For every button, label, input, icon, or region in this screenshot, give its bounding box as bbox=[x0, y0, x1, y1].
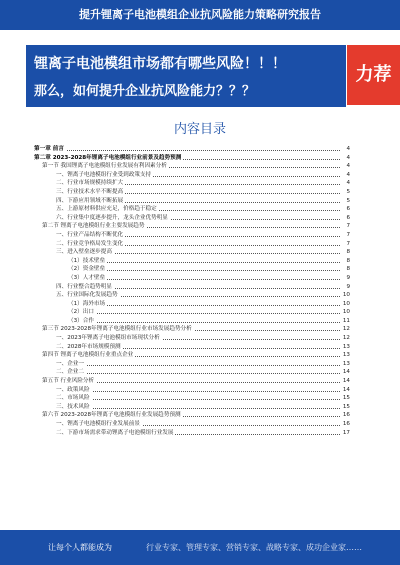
toc-entry-label: 二、下游市场需求带动锂离子电池模组行业发展 bbox=[56, 429, 174, 436]
toc-entry-page: 14 bbox=[342, 378, 350, 385]
toc-entry[interactable] bbox=[34, 360, 350, 369]
toc-entry[interactable] bbox=[34, 283, 350, 292]
toc-entry-page: 7 bbox=[346, 223, 350, 230]
toc-entry-page: 10 bbox=[342, 309, 350, 316]
toc-entry-label: 六、行业集中度逐步提升，龙头企业优势明显 bbox=[56, 214, 168, 221]
toc-entry[interactable] bbox=[34, 248, 350, 257]
toc-dot-leader bbox=[68, 313, 340, 314]
toc-entry-label: 第三节 2023-2028年锂离子电池模组行业市场发展趋势分析 bbox=[42, 326, 192, 333]
toc-entry[interactable] bbox=[34, 377, 350, 386]
toc-entry-page: 8 bbox=[346, 257, 350, 264]
toc-entry-label: 五、上游原材料供应充足，价格趋于稳定 bbox=[56, 206, 157, 213]
toc-entry-label: 二、2028年市场规模预测 bbox=[56, 343, 121, 350]
toc-entry[interactable] bbox=[34, 325, 350, 334]
toc-entry[interactable] bbox=[34, 308, 350, 317]
toc-entry[interactable] bbox=[34, 386, 350, 395]
toc-entry-page: 5 bbox=[346, 197, 350, 204]
toc-dot-leader bbox=[56, 399, 340, 400]
toc-dot-leader bbox=[56, 373, 340, 374]
toc-entry[interactable] bbox=[34, 222, 350, 231]
toc-entry-page: 7 bbox=[346, 240, 350, 247]
toc-entry-label: （3）合作 bbox=[68, 317, 94, 324]
toc-dot-leader bbox=[68, 305, 340, 306]
toc-entry-label: 三、行业技术水平不断提高 bbox=[56, 188, 124, 195]
toc-entry[interactable] bbox=[34, 274, 350, 283]
toc-entry-label: 第五节 行业风险分析 bbox=[42, 378, 95, 385]
toc-entry-label: 二、行业市场规模持续扩大 bbox=[56, 180, 124, 187]
toc-entry-label: （2）资金壁垒 bbox=[68, 266, 106, 273]
toc-dot-leader bbox=[68, 322, 340, 323]
headline-banner bbox=[26, 45, 346, 107]
toc-entry-label: 第六节 2023-2028年锂离子电池模组行业发展趋势预测 bbox=[42, 412, 181, 419]
toc-dot-leader bbox=[56, 408, 340, 409]
toc-entry-label: 一、锂离子电池模组行业受到政策支持 bbox=[56, 171, 152, 178]
toc-entry-page: 15 bbox=[342, 403, 350, 410]
footer-bar bbox=[0, 530, 400, 565]
toc-entry-page: 10 bbox=[342, 292, 350, 299]
footer-roles: 行业专家、管理专家、营销专家、战略专家、成功企业家…… bbox=[146, 543, 362, 552]
toc-entry-page: 5 bbox=[346, 188, 350, 195]
toc-dot-leader bbox=[68, 270, 340, 271]
toc-entry-page: 14 bbox=[342, 386, 350, 393]
report-title: 提升锂离子电池模组企业抗风险能力策略研究报告 bbox=[79, 8, 321, 21]
toc-entry[interactable] bbox=[34, 162, 350, 171]
toc-entry-page: 4 bbox=[346, 180, 350, 187]
toc-entry-label: 二、企业二 bbox=[56, 369, 84, 376]
toc-entry[interactable] bbox=[34, 145, 350, 154]
toc-entry[interactable] bbox=[34, 403, 350, 412]
toc-entry-label: 第一节 我国锂离子电池模组行业发展有利因素分析 bbox=[42, 163, 167, 170]
toc-entry-page: 9 bbox=[346, 274, 350, 281]
toc-entry[interactable] bbox=[34, 351, 350, 360]
toc-entry-page: 8 bbox=[346, 266, 350, 273]
toc-entry-page: 4 bbox=[346, 163, 350, 170]
toc-entry-label: 第二章 2023-2028年锂离子电池模组行业前景及趋势预测 bbox=[34, 154, 182, 161]
toc-entry[interactable] bbox=[34, 411, 350, 420]
toc-dot-leader bbox=[56, 365, 340, 366]
toc-entry-label: 四、下游应用领域不断拓展 bbox=[56, 197, 124, 204]
toc-dot-leader bbox=[34, 150, 340, 151]
toc-entry[interactable] bbox=[34, 179, 350, 188]
toc-dot-leader bbox=[68, 262, 340, 263]
toc-entry-page: 4 bbox=[346, 154, 350, 161]
toc-entry[interactable] bbox=[34, 154, 350, 163]
toc-entry[interactable] bbox=[34, 265, 350, 274]
toc-entry[interactable] bbox=[34, 334, 350, 343]
footer-slogan: 让每个人都能成为 bbox=[48, 543, 112, 552]
toc-entry[interactable] bbox=[34, 214, 350, 223]
toc-entry-label: 三、进入壁垒逐步提高 bbox=[56, 249, 112, 256]
toc-entry-label: 一、锂离子电池模组行业发展前景 bbox=[56, 421, 140, 427]
table-of-contents bbox=[34, 145, 350, 437]
toc-entry-page: 8 bbox=[346, 249, 350, 256]
toc-entry-label: 二、市场风险 bbox=[56, 395, 90, 402]
toc-entry[interactable] bbox=[34, 291, 350, 300]
toc-entry[interactable] bbox=[34, 429, 350, 438]
toc-entry-label: 二、行业竞争格局发生变化 bbox=[56, 240, 124, 247]
toc-entry-label: （1）海外市场 bbox=[68, 300, 106, 307]
toc-entry-page: 13 bbox=[342, 352, 350, 359]
toc-entry[interactable] bbox=[34, 343, 350, 352]
toc-entry-page: 12 bbox=[342, 326, 350, 333]
toc-entry-page: 15 bbox=[342, 395, 350, 402]
toc-entry[interactable] bbox=[34, 188, 350, 197]
toc-entry[interactable] bbox=[34, 257, 350, 266]
toc-entry-page: 4 bbox=[346, 171, 350, 178]
toc-entry-label: （1）技术壁垒 bbox=[68, 257, 106, 264]
toc-entry[interactable] bbox=[34, 171, 350, 180]
toc-entry[interactable] bbox=[34, 197, 350, 206]
toc-entry-page: 16 bbox=[342, 421, 350, 427]
headline-line-2: 那么，如何提升企业抗风险能力？？？ bbox=[34, 84, 256, 99]
toc-entry[interactable] bbox=[34, 420, 350, 429]
toc-entry-page: 10 bbox=[342, 300, 350, 307]
toc-entry-label: （3）人才壁垒 bbox=[68, 274, 106, 281]
toc-title: 内容目录 bbox=[173, 122, 226, 137]
toc-entry-page: 17 bbox=[342, 429, 350, 436]
toc-entry-label: 第一章 前言 bbox=[34, 146, 64, 152]
toc-entry-page: 11 bbox=[342, 317, 350, 324]
toc-entry-page: 12 bbox=[342, 335, 350, 342]
toc-dot-leader bbox=[68, 279, 340, 280]
toc-entry[interactable] bbox=[34, 240, 350, 249]
toc-entry-label: （2）出口 bbox=[68, 309, 94, 316]
recommend-badge: 力荐 bbox=[347, 45, 400, 105]
toc-entry-label: 一、政策风险 bbox=[56, 386, 90, 393]
toc-dot-leader bbox=[56, 391, 340, 392]
toc-entry-label: 四、行业整合趋势明显 bbox=[56, 283, 112, 290]
toc-entry-page: 6 bbox=[346, 206, 350, 213]
toc-entry[interactable] bbox=[34, 205, 350, 214]
report-header-bar bbox=[0, 0, 400, 30]
toc-entry-page: 14 bbox=[342, 369, 350, 376]
toc-entry[interactable] bbox=[34, 317, 350, 326]
toc-entry-page: 4 bbox=[346, 146, 350, 152]
toc-entry-page: 9 bbox=[346, 283, 350, 290]
toc-entry-page: 6 bbox=[346, 214, 350, 221]
toc-entry-page: 16 bbox=[342, 412, 350, 419]
toc-entry-label: 第四节 锂离子电池模组行业重点企业 bbox=[42, 352, 134, 359]
toc-entry-label: 三、技术风险 bbox=[56, 403, 90, 410]
toc-entry[interactable] bbox=[34, 231, 350, 240]
toc-entry-page: 13 bbox=[342, 360, 350, 367]
headline-line-1: 锂离子电池模组市场都有哪些风险！！！ bbox=[34, 56, 286, 72]
toc-entry[interactable] bbox=[34, 368, 350, 377]
toc-entry[interactable] bbox=[34, 300, 350, 309]
toc-entry-label: 第二节 锂离子电池模组行业主要发展趋势 bbox=[42, 223, 145, 230]
toc-entry-page: 13 bbox=[342, 343, 350, 350]
toc-entry-label: 五、行业国际化发展趋势 bbox=[56, 292, 118, 299]
toc-entry-label: 一、2023年锂离子电池模组市场现状分析 bbox=[56, 335, 160, 342]
toc-entry-label: 一、行业产品结构不断优化 bbox=[56, 231, 124, 238]
toc-entry-label: 一、企业一 bbox=[56, 360, 84, 367]
toc-entry[interactable] bbox=[34, 394, 350, 403]
toc-entry-page: 7 bbox=[346, 231, 350, 238]
